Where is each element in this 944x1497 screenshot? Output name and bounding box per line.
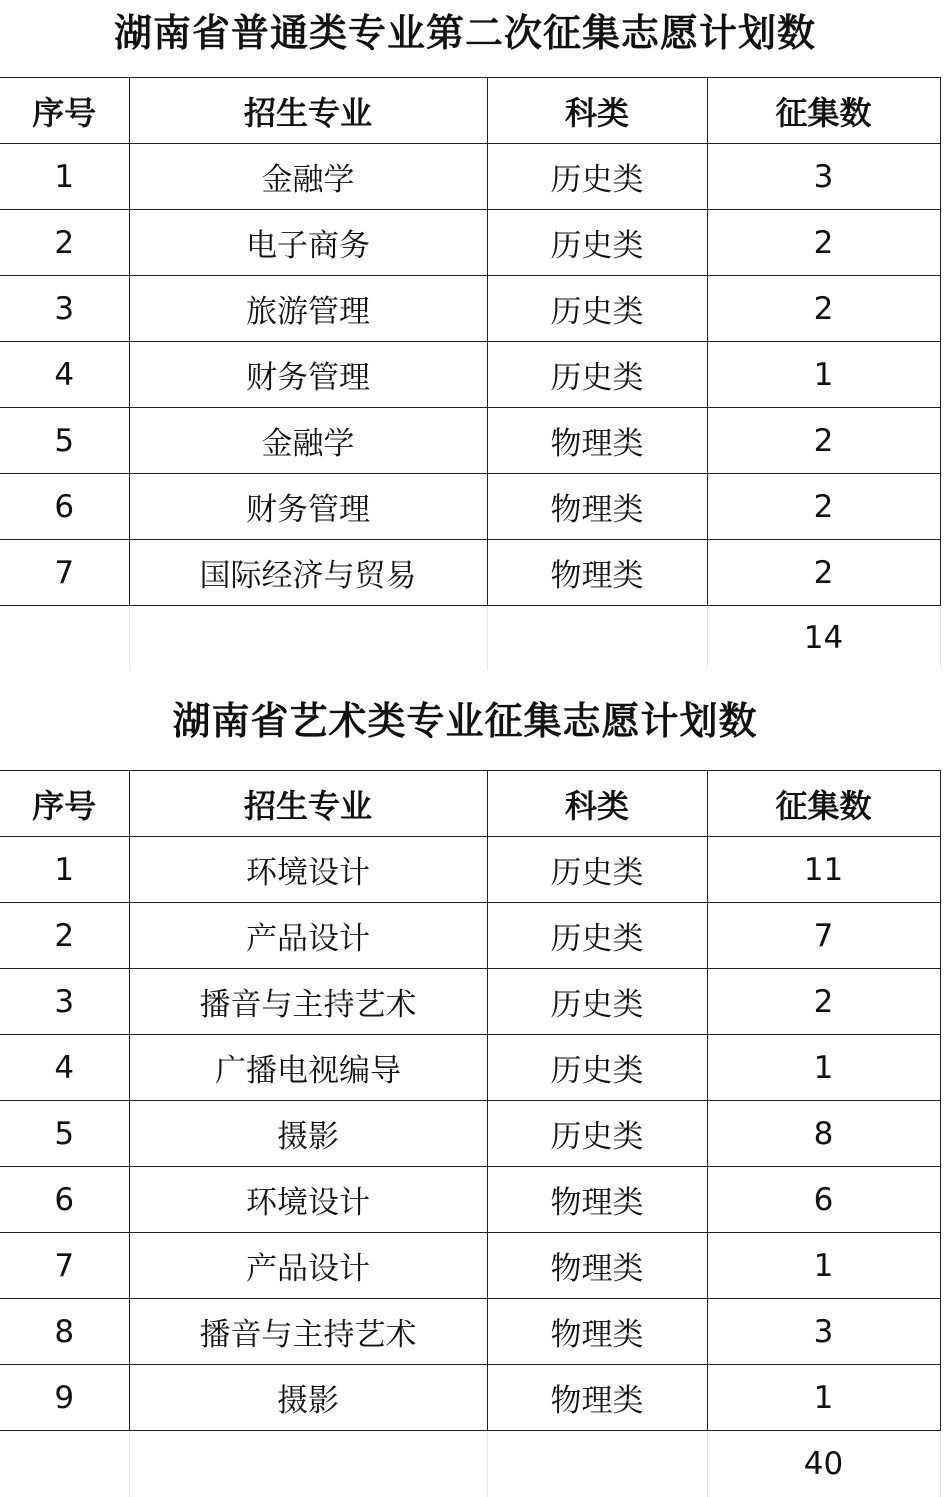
table-row [0,1299,940,1365]
cell-count: 2 [707,474,940,540]
header-index: 序号 [0,78,129,144]
cell-empty [129,606,487,671]
cell-major: 产品设计 [129,903,487,969]
table-total-row [0,1431,940,1497]
cell-category: 物理类 [487,1167,707,1233]
cell-count: 3 [707,144,940,210]
cell-index: 1 [0,837,129,903]
cell-index: 9 [0,1365,129,1431]
cell-category: 历史类 [487,903,707,969]
cell-index: 2 [0,903,129,969]
cell-category: 物理类 [487,540,707,606]
cell-count: 1 [707,1365,940,1431]
cell-major: 环境设计 [129,837,487,903]
cell-empty [0,606,129,671]
cell-major: 金融学 [129,408,487,474]
cell-category: 物理类 [487,1365,707,1431]
cell-empty [487,606,707,671]
table-row [0,1233,940,1299]
cell-index: 7 [0,540,129,606]
table-row [0,969,940,1035]
header-category: 科类 [487,771,707,837]
cell-major: 环境设计 [129,1167,487,1233]
header-category: 科类 [487,78,707,144]
cell-empty [0,1431,129,1497]
cell-count: 8 [707,1101,940,1167]
total-count: 40 [707,1431,940,1497]
table-row [0,210,940,276]
cell-category: 历史类 [487,1035,707,1101]
table-row [0,1035,940,1101]
cell-index: 1 [0,144,129,210]
cell-count: 1 [707,342,940,408]
table-row [0,474,940,540]
cell-category: 物理类 [487,1233,707,1299]
cell-category: 历史类 [487,1101,707,1167]
cell-count: 11 [707,837,940,903]
cell-index: 3 [0,276,129,342]
header-major: 招生专业 [129,78,487,144]
cell-major: 财务管理 [129,342,487,408]
cell-count: 2 [707,969,940,1035]
cell-major: 广播电视编导 [129,1035,487,1101]
cell-category: 历史类 [487,837,707,903]
cell-category: 历史类 [487,210,707,276]
header-index: 序号 [0,771,129,837]
cell-major: 国际经济与贸易 [129,540,487,606]
page-title-art: 湖南省艺术类专业征集志愿计划数 [172,699,758,743]
cell-major: 播音与主持艺术 [129,969,487,1035]
header-major: 招生专业 [129,771,487,837]
cell-major: 财务管理 [129,474,487,540]
table-row [0,408,940,474]
cell-major: 金融学 [129,144,487,210]
cell-count: 2 [707,540,940,606]
cell-count: 7 [707,903,940,969]
cell-category: 物理类 [487,474,707,540]
cell-major: 播音与主持艺术 [129,1299,487,1365]
table-row [0,1101,940,1167]
table-header-row [0,78,940,144]
cell-major: 旅游管理 [129,276,487,342]
cell-category: 历史类 [487,342,707,408]
table-row [0,1167,940,1233]
cell-count: 2 [707,276,940,342]
cell-index: 2 [0,210,129,276]
table-total-row [0,606,940,671]
cell-count: 6 [707,1167,940,1233]
table-row [0,837,940,903]
cell-empty [129,1431,487,1497]
cell-count: 1 [707,1035,940,1101]
cell-index: 4 [0,1035,129,1101]
header-count: 征集数 [707,771,940,837]
cell-major: 电子商务 [129,210,487,276]
table-general-plan [0,77,941,670]
cell-count: 1 [707,1233,940,1299]
table-row [0,1365,940,1431]
cell-category: 物理类 [487,408,707,474]
cell-count: 2 [707,408,940,474]
cell-major: 摄影 [129,1365,487,1431]
total-count: 14 [707,606,940,671]
cell-index: 5 [0,1101,129,1167]
cell-index: 4 [0,342,129,408]
header-count: 征集数 [707,78,940,144]
cell-index: 5 [0,408,129,474]
table-row [0,144,940,210]
cell-category: 历史类 [487,144,707,210]
cell-empty [487,1431,707,1497]
cell-category: 物理类 [487,1299,707,1365]
cell-index: 7 [0,1233,129,1299]
cell-count: 3 [707,1299,940,1365]
table-row [0,276,940,342]
cell-major: 产品设计 [129,1233,487,1299]
table-row [0,540,940,606]
cell-index: 3 [0,969,129,1035]
table-art-plan [0,770,941,1497]
cell-index: 8 [0,1299,129,1365]
cell-category: 历史类 [487,969,707,1035]
cell-index: 6 [0,1167,129,1233]
table-row [0,342,940,408]
cell-major: 摄影 [129,1101,487,1167]
cell-count: 2 [707,210,940,276]
table-header-row [0,771,940,837]
table-row [0,903,940,969]
page-title-general: 湖南省普通类专业第二次征集志愿计划数 [113,11,816,55]
cell-index: 6 [0,474,129,540]
cell-category: 历史类 [487,276,707,342]
